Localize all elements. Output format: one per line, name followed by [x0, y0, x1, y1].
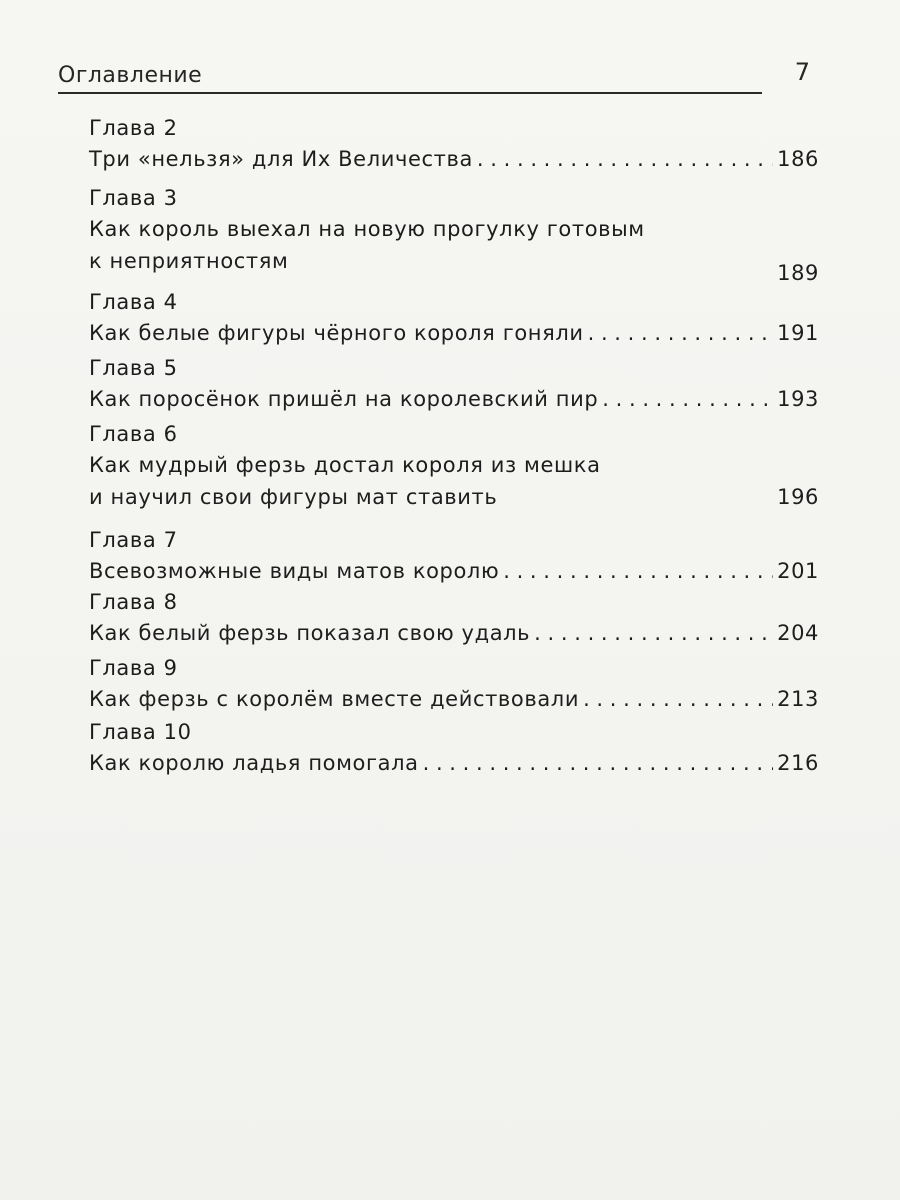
toc-line	[89, 617, 819, 649]
toc-line	[89, 245, 819, 285]
chapter-page: 196	[777, 485, 819, 509]
toc-entry	[89, 113, 819, 179]
chapter-title: Как мудрый ферзь достал короля из мешка	[89, 453, 601, 477]
chapter-label: Глава 8	[89, 590, 178, 614]
toc-entry	[89, 419, 819, 523]
chapter-label: Глава 7	[89, 528, 178, 552]
dot-leader	[423, 747, 774, 779]
chapter-page: 193	[777, 387, 819, 411]
chapter-title: Как белые фигуры чёрного короля гоняли	[89, 321, 584, 345]
dot-leader	[588, 317, 774, 349]
dot-leader	[534, 617, 773, 649]
dot-leader	[583, 683, 773, 715]
toc-entry	[89, 653, 819, 717]
chapter-title: Всевозможные виды матов королю	[89, 559, 500, 583]
chapter-title: Как король выехал на новую прогулку готовым	[89, 217, 645, 241]
toc-line	[89, 747, 819, 779]
toc-entry	[89, 183, 819, 287]
toc-entry	[89, 587, 819, 653]
chapter-label: Глава 4	[89, 290, 178, 314]
chapter-page: 186	[777, 147, 819, 171]
chapter-label: Глава 5	[89, 356, 178, 380]
dot-leader	[602, 383, 773, 415]
chapter-title: Три «нельзя» для Их Величества	[89, 147, 473, 171]
chapter-page: 201	[777, 559, 819, 583]
chapter-title: Как белый ферзь показал свою удаль	[89, 621, 531, 645]
chapter-label: Глава 2	[89, 116, 178, 140]
chapter-page: 204	[777, 621, 819, 645]
toc-entry	[89, 717, 819, 783]
page-header	[58, 58, 810, 94]
toc-entry	[89, 525, 819, 587]
chapter-page: 216	[777, 751, 819, 775]
dot-leader	[503, 555, 773, 587]
table-of-contents	[89, 113, 819, 783]
toc-line	[89, 317, 819, 349]
chapter-title-cont: к неприятностям	[89, 249, 289, 273]
toc-line	[89, 383, 819, 415]
toc-line	[89, 481, 819, 513]
chapter-page: 213	[777, 687, 819, 711]
chapter-title: Как королю ладья помогала	[89, 751, 419, 775]
dot-leader	[477, 143, 773, 175]
chapter-title-cont: и научил свои фигуры мат ставить	[89, 485, 498, 509]
toc-entry	[89, 287, 819, 353]
chapter-label: Глава 10	[89, 720, 192, 744]
chapter-title: Как ферзь с королём вместе действовали	[89, 687, 580, 711]
chapter-label: Глава 3	[89, 186, 178, 210]
chapter-label: Глава 9	[89, 656, 178, 680]
header-title: Оглавление	[58, 63, 203, 88]
toc-entry	[89, 353, 819, 419]
toc-line	[89, 683, 819, 715]
chapter-label: Глава 6	[89, 422, 178, 446]
toc-line	[89, 555, 819, 587]
chapter-title: Как поросёнок пришёл на королевский пир	[89, 387, 599, 411]
page-number: 7	[794, 58, 810, 86]
chapter-page: 189	[777, 261, 819, 285]
toc-line	[89, 143, 819, 175]
chapter-page: 191	[777, 321, 819, 345]
